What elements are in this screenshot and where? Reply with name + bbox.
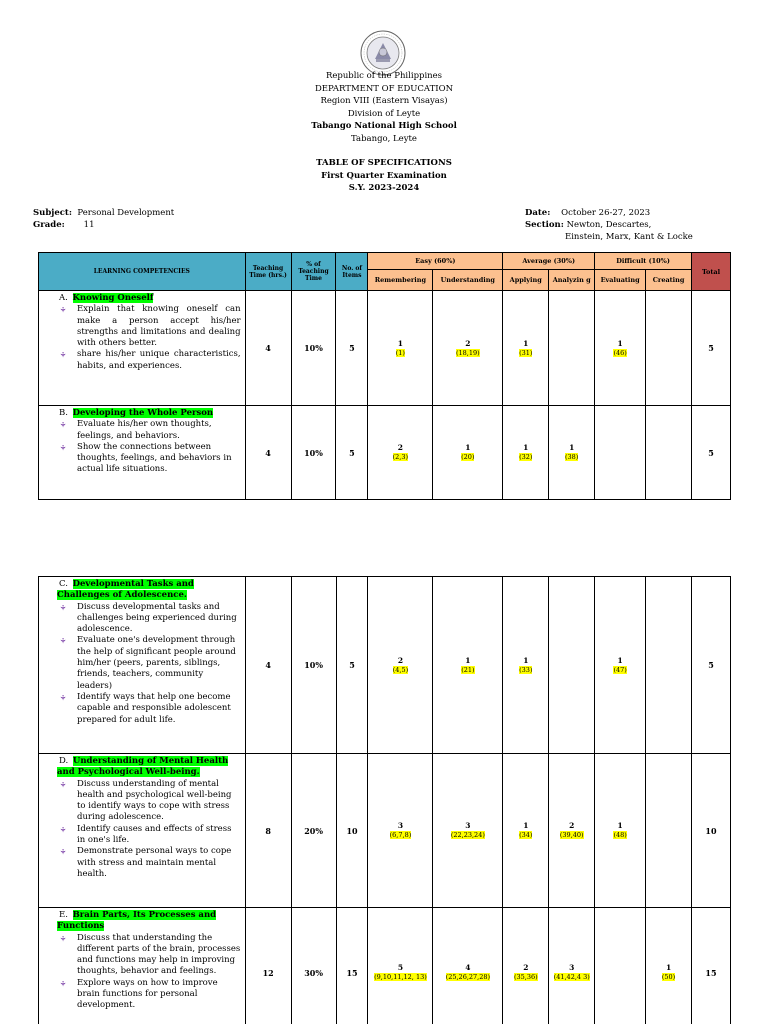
competency-bullet: ✈ Discuss understanding of mental health and psychological well-being to identify ways to cope with stress during adolescence. (57, 779, 241, 824)
item-numbers: (46) (613, 348, 627, 357)
item-numbers: (48) (613, 831, 627, 839)
cell-cre (646, 577, 692, 754)
row-total: 5 (692, 291, 731, 406)
competency-list (57, 933, 241, 1012)
item-count: 4 (465, 963, 471, 972)
competency-list (57, 419, 241, 475)
date-section-block (525, 207, 693, 243)
item-count: 2 (569, 821, 575, 830)
competency-letter: C. (59, 579, 68, 589)
row-total: 5 (692, 406, 731, 500)
cell-app (503, 291, 549, 406)
table-body-part2 (39, 577, 731, 1024)
item-total: 5 (336, 291, 368, 406)
teaching-hours: 4 (245, 406, 291, 500)
item-count: 1 (523, 655, 529, 665)
item-numbers: (4,5) (392, 665, 409, 674)
cell-app (503, 406, 549, 500)
exam-title: First Quarter Examination (321, 170, 447, 181)
competency-bullet: ✈ Demonstrate personal ways to cope with stress and maintain mental health. (57, 846, 241, 880)
cell-ana (549, 754, 595, 908)
competency-title: Knowing Oneself (72, 293, 154, 303)
item-total: 15 (336, 908, 368, 1024)
item-count: 1 (617, 655, 623, 665)
competency-title: Developing the Whole Person (72, 408, 214, 418)
item-total: 10 (336, 754, 368, 908)
item-numbers: (31) (519, 348, 533, 357)
competency-bullet: ✈ Evaluate one's development through the help of significant people around him/her (peers, parents, siblings, friends, teachers, community leaders) (57, 635, 241, 691)
competency-letter: E. (59, 910, 68, 920)
cell-rem (368, 577, 433, 754)
item-numbers: (38) (565, 453, 579, 461)
percent-time: 10% (291, 291, 336, 406)
header-easy: Easy (60%) (368, 253, 503, 270)
item-numbers: (39,40) (559, 831, 584, 839)
header-understanding: Understanding (433, 270, 503, 291)
cell-eva (595, 577, 646, 754)
competency-list (57, 304, 241, 372)
percent-time: 20% (291, 754, 336, 908)
section-label: Section: (525, 220, 564, 230)
cell-app (503, 754, 549, 908)
table-body-part1 (39, 291, 731, 500)
item-numbers: (25,26,27,28) (445, 973, 491, 981)
row-total: 15 (692, 908, 731, 1024)
cell-app (503, 908, 549, 1024)
cell-rem (368, 291, 433, 406)
competency-cell (39, 406, 246, 500)
document-title-block (0, 157, 768, 195)
item-numbers: (32) (519, 453, 533, 461)
item-total: 5 (336, 577, 368, 754)
competency-cell (39, 577, 246, 754)
competency-bullet: ✈ share his/her unique characteristics, habits, and experiences. (57, 349, 241, 372)
item-numbers: (33) (519, 665, 533, 674)
subject-value: Personal Development (77, 208, 175, 218)
item-count: 3 (397, 821, 404, 830)
cell-cre (646, 908, 692, 1024)
competency-list (57, 779, 241, 881)
competency-list (57, 602, 241, 726)
subject-grade-block (33, 207, 174, 231)
specifications-table-part2 (38, 576, 731, 1024)
item-total: 5 (336, 406, 368, 500)
competency-cell (39, 908, 246, 1024)
cell-cre (646, 406, 692, 500)
specifications-table-part1 (38, 252, 731, 500)
item-count: 3 (465, 821, 471, 830)
item-numbers: (9,10,11,12, 13) (374, 973, 427, 981)
item-count: 1 (465, 655, 471, 665)
item-numbers: (2,3) (392, 453, 409, 461)
teaching-hours: 12 (245, 908, 291, 1024)
letterhead (0, 70, 768, 145)
date-label: Date: (525, 208, 551, 218)
cell-und (433, 291, 503, 406)
cell-ana (549, 577, 595, 754)
competency-bullet: ✈ Identify ways that help one become capable and responsible adolescent prepared for adult life. (57, 692, 241, 726)
grade-label: Grade: (33, 220, 65, 230)
cell-app (503, 577, 549, 754)
grade-value: 11 (83, 220, 95, 230)
percent-time: 10% (291, 406, 336, 500)
competency-letter: D. (59, 756, 69, 766)
item-numbers: (34) (519, 831, 533, 839)
item-numbers: (18,19) (455, 348, 480, 357)
header-total: Total (692, 253, 731, 291)
region-line: Region VIII (Eastern Visayas) (320, 96, 448, 106)
table-row (39, 908, 731, 1024)
section-value: Newton, Descartes, (566, 220, 652, 230)
item-count: 2 (397, 443, 403, 452)
header-average: Average (30%) (503, 253, 595, 270)
header-percent-time: % of Teaching Time (291, 253, 336, 291)
competency-title: Understanding of Mental Health and Psychological Well-being. (57, 756, 229, 778)
cell-rem (368, 754, 433, 908)
competency-bullet: ✈ Identify causes and effects of stress in one's life. (57, 824, 241, 847)
country-line: Republic of the Philippines (325, 71, 443, 81)
item-count: 1 (465, 443, 471, 452)
item-numbers: (22,23,24) (450, 831, 485, 839)
date-value: October 26-27, 2023 (561, 208, 651, 218)
cell-eva (595, 908, 646, 1024)
table-row (39, 754, 731, 908)
header-items: No. of Items (336, 253, 368, 291)
item-numbers: (50) (661, 973, 676, 981)
item-count: 1 (397, 338, 403, 348)
competency-title: Developmental Tasks and Challenges of Adolescence. (57, 579, 194, 601)
header-evaluating: Evaluating (595, 270, 646, 291)
item-count: 1 (617, 338, 623, 348)
cell-cre (646, 291, 692, 406)
competency-title: Brain Parts, Its Processes and Functions (57, 910, 217, 932)
competency-bullet: ✈ Discuss that understanding the different parts of the brain, processes and functions may help in improving thoughts, behavior and feelings. (57, 933, 241, 978)
school-name: Tabango National High School (311, 121, 457, 131)
item-count: 5 (397, 963, 404, 972)
division-line: Division of Leyte (347, 108, 421, 119)
item-count: 2 (523, 963, 529, 972)
cell-cre (646, 754, 692, 908)
teaching-hours: 4 (245, 291, 291, 406)
cell-ana (549, 406, 595, 500)
table-row (39, 577, 731, 754)
competency-bullet: ✈ Explore ways on how to improve brain functions for personal development. (57, 978, 241, 1012)
item-count: 1 (523, 443, 529, 452)
header-difficult: Difficult (10%) (595, 253, 692, 270)
item-count: 1 (523, 821, 529, 830)
school-year: S.Y. 2023-2024 (348, 183, 420, 193)
item-count: 1 (569, 443, 575, 452)
competency-cell (39, 291, 246, 406)
cell-eva (595, 406, 646, 500)
item-count: 2 (397, 655, 404, 665)
header-remembering: Remembering (368, 270, 433, 291)
document-title: TABLE OF SPECIFICATIONS (316, 158, 452, 168)
item-numbers: (1) (395, 348, 405, 357)
cell-und (433, 908, 503, 1024)
percent-time: 10% (291, 577, 336, 754)
cell-rem (368, 406, 433, 500)
cell-und (433, 406, 503, 500)
item-numbers: (6,7,8) (389, 831, 412, 839)
item-numbers: (21) (461, 665, 475, 674)
percent-time: 30% (291, 908, 336, 1024)
row-total: 5 (692, 577, 731, 754)
cell-und (433, 577, 503, 754)
cell-eva (595, 754, 646, 908)
competency-bullet: ✈ Evaluate his/her own thoughts, feelings, and behaviors. (57, 419, 241, 442)
item-count: 1 (523, 338, 529, 348)
competency-bullet: ✈ Explain that knowing oneself can make a person accept his/her strengths and limitations and dealing with others better. (57, 304, 241, 349)
department-line: DEPARTMENT OF EDUCATION (314, 83, 454, 94)
competency-letter: A. (59, 293, 68, 303)
cell-und (433, 754, 503, 908)
item-numbers: (41,42,4 3) (553, 973, 590, 981)
cell-ana (549, 908, 595, 1024)
item-count: 1 (617, 821, 623, 830)
competency-bullet: ✈ Show the connections between thoughts, feelings, and behaviors in actual life situations. (57, 442, 241, 476)
header-competencies: LEARNING COMPETENCIES (39, 253, 246, 291)
cell-ana (549, 291, 595, 406)
competency-cell (39, 754, 246, 908)
header-teaching-time: Teaching Time (hrs.) (245, 253, 291, 291)
item-count: 1 (665, 963, 672, 972)
item-numbers: (47) (613, 665, 627, 674)
town-line: Tabango, Leyte (351, 133, 417, 144)
teaching-hours: 4 (245, 577, 291, 754)
item-numbers: (35,36) (513, 973, 538, 981)
section-value-cont: Einstein, Marx, Kant & Locke (565, 232, 693, 242)
competency-letter: B. (59, 408, 68, 418)
table-row (39, 291, 731, 406)
item-numbers: (20) (461, 453, 475, 461)
item-count: 2 (465, 338, 471, 348)
table-row (39, 406, 731, 500)
subject-label: Subject: (33, 208, 72, 218)
header-analyzing: Analyzin g (549, 270, 595, 291)
item-count: 3 (569, 963, 575, 972)
header-creating: Creating (646, 270, 692, 291)
teaching-hours: 8 (245, 754, 291, 908)
header-applying: Applying (503, 270, 549, 291)
competency-bullet: ✈ Discuss developmental tasks and challenges being experienced during adolescence. (57, 602, 241, 636)
row-total: 10 (692, 754, 731, 908)
cell-eva (595, 291, 646, 406)
cell-rem (368, 908, 433, 1024)
